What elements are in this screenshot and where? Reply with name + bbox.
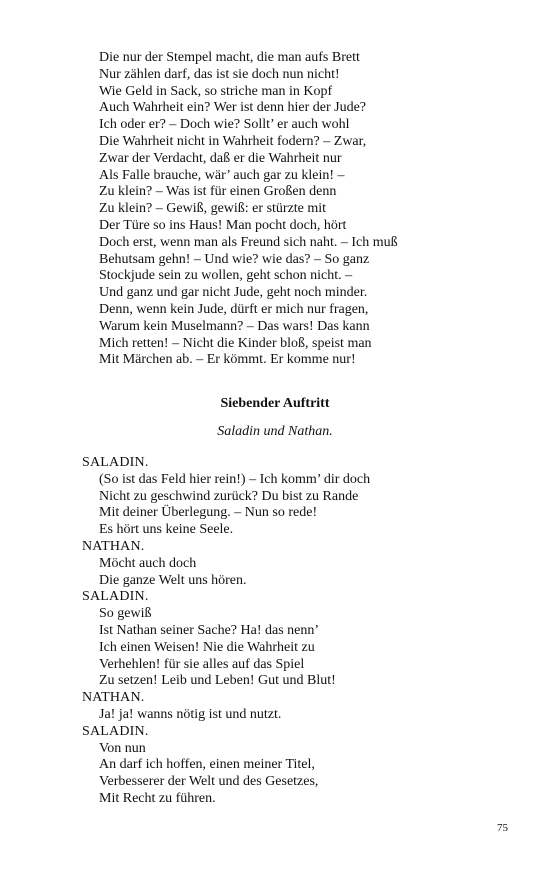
- verse-line: Als Falle brauche, wär’ auch gar zu klein! –: [99, 167, 345, 183]
- verse-line: Denn, wenn kein Jude, dürft er mich nur fragen,: [99, 301, 369, 317]
- verse-line: Ich oder er? – Doch wie? Sollt’ er auch wohl: [99, 117, 350, 133]
- speech-line: (So ist das Feld hier rein!) – Ich komm’ dir doch: [99, 471, 371, 487]
- verse-line: Mit Märchen ab. – Er kömmt. Er komme nur!: [99, 352, 356, 368]
- verse-line: Mich retten! – Nicht die Kinder bloß, speist man: [99, 335, 372, 351]
- speech-block: [82, 606, 522, 690]
- scene-heading: Siebender Auftritt: [220, 396, 330, 411]
- speech-line: Mit Recht zu führen.: [99, 790, 216, 806]
- verse-line: Auch Wahrheit ein? Wer ist denn hier der Jude?: [99, 100, 367, 116]
- speech-block: [82, 556, 522, 590]
- speech-block: [82, 741, 522, 808]
- speech-line: An darf ich hoffen, einen meiner Titel,: [99, 757, 315, 773]
- speech-block: [82, 472, 522, 539]
- speech-line: Ist Nathan seiner Sache? Ha! das nenn’: [99, 622, 320, 638]
- speech-line: Verbesserer der Welt und des Gesetzes,: [99, 774, 319, 790]
- speech-block: [82, 707, 522, 724]
- verse-line: Behutsam gehn! – Und wie? wie das? – So ganz: [99, 251, 370, 267]
- verse-line: Der Türe so ins Haus! Man pocht doch, hört: [99, 217, 347, 233]
- speech-line: Verhehlen! für sie alles auf das Spiel: [99, 656, 305, 672]
- speech-line: Ja! ja! wanns nötig ist und nutzt.: [99, 706, 282, 722]
- verse-line: Warum kein Muselmann? – Das wars! Das kann: [99, 318, 370, 334]
- verse-line: Die Wahrheit nicht in Wahrheit fodern? – Zwar,: [99, 133, 367, 149]
- speech-line: So gewiß: [99, 606, 152, 622]
- monologue-verse: [99, 50, 529, 369]
- verse-line: Zu klein? – Was ist für einen Großen denn: [99, 184, 337, 200]
- verse-line: Zwar der Verdacht, daß er die Wahrheit nur: [99, 150, 342, 166]
- speaker-label: SALADIN.: [82, 455, 149, 470]
- speech-line: Ich einen Weisen! Nie die Wahrheit zu: [99, 639, 315, 655]
- speech-line: Zu setzen! Leib und Leben! Gut und Blut!: [99, 673, 336, 689]
- verse-line: Zu klein? – Gewiß, gewiß: er stürzte mit: [99, 201, 327, 217]
- verse-line: Die nur der Stempel macht, die man aufs Brett: [99, 50, 360, 65]
- verse-line: Stockjude sein zu wollen, geht schon nicht. –: [99, 268, 353, 284]
- dialogue-section: [82, 455, 522, 808]
- verse-line: Wie Geld in Sack, so striche man in Kopf: [99, 83, 333, 99]
- speech-line: Die ganze Welt uns hören.: [99, 572, 247, 588]
- speech-line: Von nun: [99, 740, 146, 756]
- speaker-label: NATHAN.: [82, 538, 145, 554]
- page-number: 75: [497, 822, 508, 834]
- speaker-label: SALADIN.: [82, 723, 149, 739]
- speech-line: Es hört uns keine Seele.: [99, 522, 234, 538]
- speech-line: Mit deiner Überlegung. – Nun so rede!: [99, 505, 318, 521]
- verse-line: Doch erst, wenn man als Freund sich naht. – Ich muß: [99, 234, 398, 250]
- speaker-label: NATHAN.: [82, 690, 145, 706]
- scene-persons: Saladin und Nathan.: [217, 424, 333, 439]
- speech-line: Nicht zu geschwind zurück? Du bist zu Rande: [99, 488, 359, 504]
- speech-line: Möcht auch doch: [99, 555, 197, 571]
- speaker-label: SALADIN.: [82, 589, 149, 605]
- verse-line: Und ganz und gar nicht Jude, geht noch minder.: [99, 285, 368, 301]
- verse-line: Nur zählen darf, das ist sie doch nun nicht!: [99, 66, 340, 82]
